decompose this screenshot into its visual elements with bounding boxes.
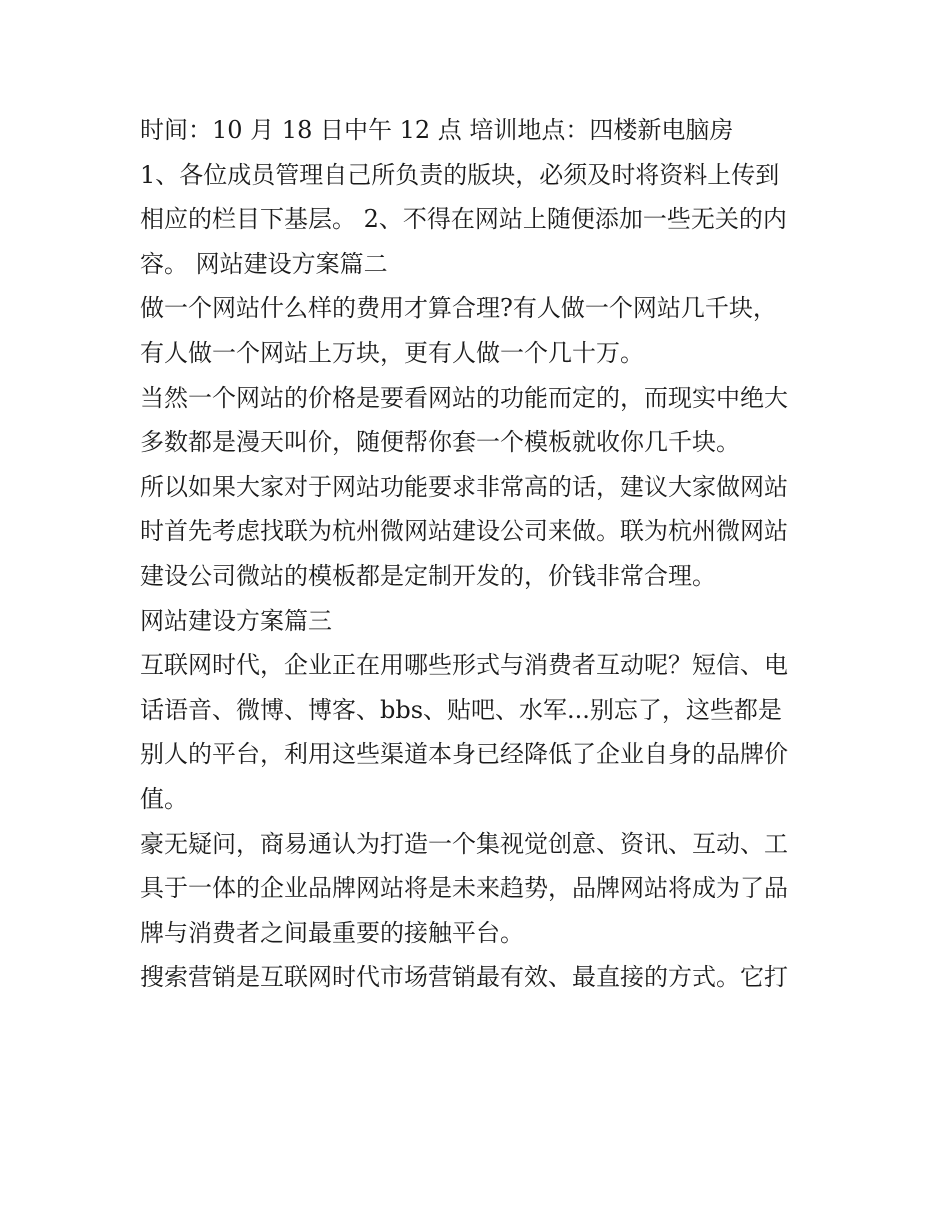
text-line: 时间：10 月 18 日中午 12 点 培训地点：四楼新电脑房	[140, 116, 734, 144]
text-line: 牌与消费者之间最重要的接触平台。	[140, 918, 524, 947]
text-line: 互联网时代，企业正在用哪些形式与消费者互动呢？短信、电	[140, 651, 788, 680]
text-line: 话语音、微博、博客、bbs、贴吧、水军...别忘了，这些都是	[140, 695, 782, 724]
document-body	[140, 108, 820, 1000]
text-line: 建设公司微站的模板都是定制开发的，价钱非常合理。	[140, 561, 716, 590]
text-line: 多数都是漫天叫价，随便帮你套一个模板就收你几千块。	[140, 428, 740, 457]
text-line: 1、各位成员管理自己所负责的版块，必须及时将资料上传到	[140, 160, 780, 189]
text-line: 有人做一个网站上万块，更有人做一个几十万。	[140, 338, 644, 367]
text-line: 豪无疑问，商易通认为打造一个集视觉创意、资讯、互动、工	[140, 829, 788, 858]
text-line: 时首先考虑找联为杭州微网站建设公司来做。联为杭州微网站	[140, 517, 788, 546]
text-line: 值。	[140, 784, 188, 813]
text-line: 做一个网站什么样的费用才算合理?有人做一个网站几千块，	[140, 294, 777, 323]
section-heading: 网站建设方案篇三	[140, 606, 332, 635]
text-line: 当然一个网站的价格是要看网站的功能而定的，而现实中绝大	[140, 383, 788, 412]
text-line: 具于一体的企业品牌网站将是未来趋势，品牌网站将成为了品	[140, 874, 788, 903]
text-line: 容。 网站建设方案篇二	[140, 249, 388, 278]
text-line: 所以如果大家对于网站功能要求非常高的话，建议大家做网站	[140, 472, 788, 501]
text-line: 搜索营销是互联网时代市场营销最有效、最直接的方式。它打	[140, 963, 788, 992]
text-line: 别人的平台，利用这些渠道本身已经降低了企业自身的品牌价	[140, 740, 788, 769]
text-line: 相应的栏目下基层。 2、不得在网站上随便添加一些无关的内	[140, 205, 787, 234]
